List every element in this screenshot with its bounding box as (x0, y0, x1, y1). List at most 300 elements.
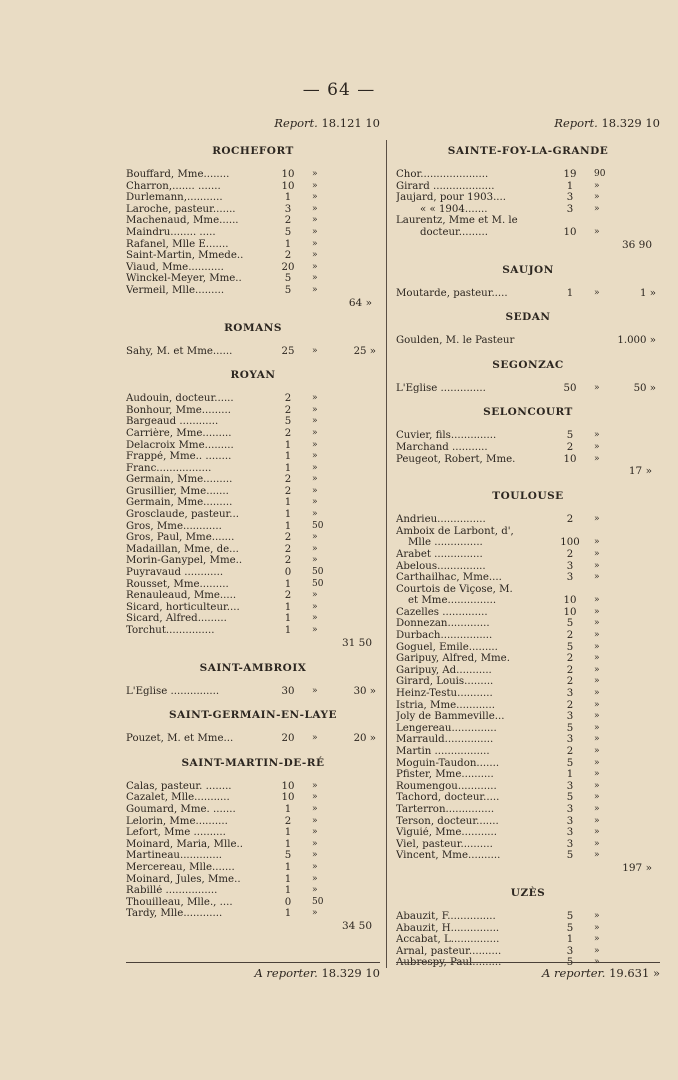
list-item (396, 335, 660, 347)
donor-name: Cuvier, fils.............. (396, 430, 497, 442)
section-subtotal (332, 579, 380, 591)
donor-name: Moinard, Jules, Mme.. (126, 873, 241, 885)
donor-amount (546, 335, 594, 347)
donor-amount: 2 (284, 555, 292, 567)
donor-cents: » (594, 653, 600, 664)
section-subtotal (332, 850, 380, 862)
donor-name: Rafanel, Mlle E....... (126, 238, 229, 250)
donor-amount: 1 (284, 885, 292, 897)
list-item (396, 923, 660, 935)
donor-cents: » (312, 815, 318, 826)
donor-cents: » (312, 169, 318, 179)
donor-name: Abauzit, H............... (396, 922, 500, 934)
section-subtotal (614, 934, 660, 946)
section-subtotal (332, 440, 380, 452)
donor-name: Andrieu............... (396, 514, 486, 526)
section-subtotal (614, 781, 660, 793)
donor-name: Jaujard, pour 1903.... (396, 192, 507, 204)
donor-name: Chor..................... (396, 169, 489, 180)
list-item (126, 792, 380, 804)
donor-name: Saint-Martin, Mmede.. (126, 250, 244, 262)
list-item (396, 781, 660, 793)
donor-name: Goulden, M. le Pasteur (396, 335, 515, 347)
donor-name: Franc................. (126, 462, 212, 474)
donor-name: Winckel-Meyer, Mme.. (126, 273, 242, 285)
list-item (396, 688, 660, 700)
list-item (396, 383, 660, 395)
donor-name: L'Église ............... (126, 685, 220, 697)
section-heading: ROYAN (230, 369, 276, 382)
donor-cents: » (594, 688, 600, 699)
section-subtotal (332, 215, 380, 227)
list-item (396, 723, 660, 735)
list-item (126, 567, 380, 579)
donor-cents: » (312, 685, 318, 696)
donor-name: Moguin-Taudon....... (396, 757, 500, 769)
donor-amount: 2 (284, 474, 292, 486)
section-subtotal: 1 » (640, 287, 656, 299)
list-item (396, 804, 660, 816)
list-item (126, 181, 380, 193)
list-item (396, 734, 660, 746)
donor-amount: 5 (284, 226, 292, 238)
donor-name: Mercereau, Mlle....... (126, 861, 235, 873)
section-subtotal (332, 897, 380, 909)
donor-amount: 5 (566, 792, 574, 804)
donor-amount: 1 (566, 287, 574, 299)
donor-name: Vermeil, Mlle......... (126, 284, 225, 296)
donor-cents: » (312, 908, 318, 919)
list-item (126, 862, 380, 874)
list-item (126, 555, 380, 567)
section-subtotal (614, 734, 660, 746)
donor-amount: 1 (284, 578, 292, 590)
list-item (126, 908, 380, 920)
report-value: 18.121 10 (321, 116, 380, 130)
section-subtotal (332, 192, 380, 204)
list-item (126, 239, 380, 251)
list-item (396, 169, 660, 181)
right-column (396, 116, 660, 969)
section-subtotal (614, 676, 660, 688)
donor-amount: 1 (284, 439, 292, 451)
donor-cents: » (594, 803, 600, 814)
donor-name: Machenaud, Mme...... (126, 215, 239, 227)
donor-amount: 19 (563, 169, 577, 180)
section-subtotal (614, 792, 660, 804)
donor-name: Lefort, Mme .......... (126, 827, 226, 839)
section-total: 17 » (628, 465, 652, 478)
donor-amount: 5 (566, 757, 574, 769)
donor-cents: » (312, 532, 318, 543)
donor-cents: » (312, 238, 318, 249)
donor-cents: » (594, 664, 600, 675)
donor-amount: 2 (284, 532, 292, 544)
sections (126, 145, 380, 933)
sections (396, 145, 660, 969)
list-item (126, 227, 380, 239)
list-item (126, 590, 380, 602)
section-subtotal (614, 769, 660, 781)
donor-cents: » (312, 543, 318, 554)
list-item (396, 561, 660, 573)
donor-cents: » (594, 838, 600, 849)
donor-cents: » (312, 261, 318, 272)
donor-name: Torchut............... (126, 625, 215, 636)
donor-cents: » (312, 733, 318, 744)
donor-name: Tarterron............... (396, 803, 495, 815)
donor-name: Marrauld............... (396, 734, 494, 746)
donor-cents: » (594, 382, 600, 393)
donor-cents: » (594, 595, 600, 606)
section-subtotal (614, 723, 660, 735)
donor-cents: 90 (594, 169, 606, 179)
list-item (126, 463, 380, 475)
section-subtotal (332, 816, 380, 828)
section-subtotal (332, 486, 380, 498)
list-item (396, 192, 660, 204)
donor-amount: 3 (566, 560, 574, 572)
section-heading: SEGONZAC (492, 358, 564, 371)
donor-cents: » (312, 416, 318, 427)
donor-amount: 1 (284, 908, 292, 920)
section-heading: UZÈS (510, 886, 546, 899)
list-item (126, 474, 380, 486)
section-heading: SELONCOURT (483, 406, 573, 419)
donor-cents: » (594, 922, 600, 933)
section-subtotal: 25 » (353, 345, 376, 357)
donor-cents: » (594, 203, 600, 214)
section-subtotal (614, 537, 660, 549)
donor-name: Donnezan............. (396, 618, 490, 630)
donor-amount: 1 (284, 613, 292, 625)
donor-cents: » (594, 910, 600, 921)
donor-amount: 1 (284, 601, 292, 613)
report-line (126, 116, 380, 133)
section-subtotal (332, 532, 380, 544)
donor-cents: » (594, 815, 600, 826)
list-item (126, 204, 380, 216)
donor-name: Durbach................ (396, 630, 493, 642)
donor-cents: » (312, 192, 318, 203)
donor-amount: 1 (284, 861, 292, 873)
list-item (396, 181, 660, 193)
donor-amount: 2 (284, 590, 292, 602)
list-item (396, 607, 660, 619)
section-subtotal (332, 239, 380, 251)
section-heading: TOULOUSE (492, 490, 564, 503)
donor-name: Terson, docteur....... (396, 815, 499, 827)
donor-cents: » (312, 439, 318, 450)
donor-name: Durlemann,........... (126, 192, 223, 204)
donor-name: Goumard, Mme. ....... (126, 803, 236, 815)
donor-name: Grosclaude, pasteur... (126, 509, 239, 521)
section-subtotal (614, 711, 660, 723)
section-subtotal (332, 567, 380, 579)
donor-name: Viguié, Mme........... (396, 827, 498, 839)
section-subtotal (332, 250, 380, 262)
donor-cents: » (312, 427, 318, 438)
section-subtotal (614, 630, 660, 642)
donor-amount: 5 (284, 850, 292, 862)
section-subtotal (332, 273, 380, 285)
donor-cents: » (594, 722, 600, 733)
donor-cents: » (312, 850, 318, 861)
donor-cents: 50 (312, 896, 324, 907)
donor-cents: » (594, 618, 600, 629)
donor-amount (546, 584, 594, 596)
donor-amount: 1 (284, 873, 292, 885)
donor-name: Girard, Louis......... (396, 676, 494, 688)
list-item (396, 665, 660, 677)
donor-amount: 3 (566, 815, 574, 827)
donor-cents: » (312, 203, 318, 214)
list-item (396, 711, 660, 723)
donor-cents: » (594, 711, 600, 722)
list-item (126, 497, 380, 509)
list-item (126, 850, 380, 862)
donor-amount: 3 (566, 572, 574, 584)
list-item (396, 850, 660, 862)
donor-name: Carthailhac, Mme.... (396, 572, 502, 584)
donor-cents: 50 (312, 578, 324, 589)
donor-name: Pfister, Mme.......... (396, 769, 494, 781)
list-item (126, 686, 380, 698)
donor-name: Tardy, Mlle............ (126, 908, 223, 920)
footer-value: 18.329 10 (321, 966, 380, 980)
left-footer (126, 962, 380, 980)
section-subtotal (614, 430, 660, 442)
donor-cents: » (312, 497, 318, 508)
section-subtotal (614, 514, 660, 526)
list-item (126, 192, 380, 204)
donor-cents: » (312, 792, 318, 803)
donor-amount: 1 (284, 451, 292, 463)
donor-cents: » (594, 192, 600, 203)
donor-amount: 3 (566, 688, 574, 700)
donor-cents: » (594, 676, 600, 687)
donor-cents: » (312, 215, 318, 226)
donor-cents (594, 526, 614, 538)
section-subtotal (614, 204, 660, 216)
donor-cents: » (312, 345, 318, 356)
donor-cents: » (312, 861, 318, 872)
donor-name: Girard ................... (396, 180, 495, 192)
section-subtotal (614, 215, 660, 227)
donor-cents: » (594, 514, 600, 525)
donor-amount: 1 (284, 497, 292, 509)
list-item (126, 250, 380, 262)
donor-name: Germain, Mme......... (126, 474, 233, 486)
section-subtotal (614, 607, 660, 619)
section-total: 64 » (348, 296, 372, 309)
section-subtotal (332, 204, 380, 216)
donor-amount: 2 (284, 543, 292, 555)
donor-name: Thouilleau, Mlle., .... (126, 896, 233, 908)
donor-cents: » (594, 441, 600, 452)
section-left-3 (126, 662, 380, 698)
section-subtotal (614, 192, 660, 204)
page-number: — 64 — (302, 80, 376, 100)
donor-amount: 5 (284, 273, 292, 285)
donor-cents: » (312, 284, 318, 295)
list-item (126, 827, 380, 839)
list-item (126, 262, 380, 274)
section-left-0 (126, 145, 380, 310)
report-line (396, 116, 660, 133)
donor-name: Viel, pasteur.......... (396, 838, 493, 850)
donor-name: Roumengou............ (396, 780, 497, 792)
donor-cents: » (312, 827, 318, 838)
donor-cents: » (312, 885, 318, 896)
donor-cents (594, 584, 614, 596)
donor-amount: 1 (284, 520, 292, 532)
section-subtotal (614, 746, 660, 758)
donor-name: Sicard, horticulteur.... (126, 601, 240, 613)
donor-amount: 3 (566, 780, 574, 792)
donor-cents: » (312, 273, 318, 284)
section-subtotal (332, 555, 380, 567)
section-subtotal (614, 442, 660, 454)
list-item (126, 897, 380, 909)
section-subtotal: 50 » (633, 382, 656, 394)
donor-amount: 5 (566, 641, 574, 653)
right-footer (396, 962, 660, 980)
donor-amount: 5 (284, 284, 292, 296)
footer-label: A reporter. (542, 966, 606, 980)
footer-label: A reporter. (254, 966, 318, 980)
list-item (126, 521, 380, 533)
list-item (126, 781, 380, 793)
donor-amount: 1 (284, 238, 292, 250)
donor-amount: 1 (284, 803, 292, 815)
list-item (126, 416, 380, 428)
section-subtotal (614, 572, 660, 584)
section-right-2 (396, 311, 660, 347)
donor-amount: 1 (566, 180, 574, 192)
section-right-4 (396, 406, 660, 478)
donor-name: Moinard, Maria, Mlle.. (126, 838, 243, 850)
section-subtotal (614, 454, 660, 466)
donor-cents: » (312, 625, 318, 635)
section-subtotal (614, 584, 660, 596)
list-item (396, 572, 660, 584)
donor-amount: 5 (566, 722, 574, 734)
list-item (396, 676, 660, 688)
donor-cents: » (312, 451, 318, 462)
donor-amount: 10 (281, 792, 295, 804)
donor-cents: » (594, 934, 600, 945)
section-subtotal: 20 » (353, 733, 376, 745)
report-value: 18.329 10 (601, 116, 660, 130)
donor-amount: 5 (566, 957, 574, 969)
section-subtotal (614, 911, 660, 923)
donor-amount: 3 (284, 203, 292, 215)
donor-amount: 1 (566, 769, 574, 781)
donor-amount: 2 (284, 427, 292, 439)
donor-amount (546, 526, 594, 538)
donor-amount: 5 (566, 430, 574, 442)
donor-amount: 50 (563, 382, 577, 394)
list-item (396, 946, 660, 958)
donor-cents: » (312, 393, 318, 404)
donor-name: Arnal, pasteur.......... (396, 945, 502, 957)
donor-name: Gros, Mme............ (126, 520, 222, 532)
section-subtotal (614, 946, 660, 958)
donor-amount: 5 (566, 850, 574, 862)
donor-cents: » (594, 734, 600, 745)
donor-name: Laroche, pasteur....... (126, 203, 236, 215)
donor-name: L'Église .............. (396, 382, 486, 394)
list-item (396, 911, 660, 923)
section-subtotal (332, 474, 380, 486)
list-item (396, 839, 660, 851)
section-heading: ROMANS (224, 321, 282, 334)
section-right-1 (396, 264, 660, 300)
donor-amount: 2 (566, 664, 574, 676)
list-item (396, 549, 660, 561)
section-total: 34 50 (341, 919, 372, 932)
donor-name: Mlle ............... (408, 537, 483, 549)
donor-name: Lelorin, Mme.......... (126, 815, 228, 827)
section-subtotal (614, 758, 660, 770)
section-total: 197 » (622, 861, 652, 874)
list-item (396, 204, 660, 216)
list-item (126, 816, 380, 828)
section-subtotal (332, 169, 380, 181)
donor-name: Bouffard, Mme........ (126, 169, 230, 180)
donor-cents: » (594, 226, 600, 237)
report-label: Report. (554, 116, 598, 130)
list-item (396, 769, 660, 781)
list-item (396, 618, 660, 630)
donor-amount: 3 (566, 827, 574, 839)
section-subtotal (332, 521, 380, 533)
donor-name: Renauleaud, Mme..... (126, 590, 237, 602)
list-item (396, 288, 660, 300)
donor-amount: 10 (281, 780, 295, 792)
donor-amount: 2 (284, 250, 292, 262)
donor-amount: 0 (284, 896, 292, 908)
donor-amount: 3 (566, 203, 574, 215)
donor-cents: » (312, 803, 318, 814)
donor-amount: 2 (566, 630, 574, 642)
list-item (126, 393, 380, 405)
section-subtotal (332, 804, 380, 816)
donor-name: Viaud, Mme........... (126, 261, 224, 273)
donor-cents (594, 215, 614, 227)
list-item (126, 544, 380, 556)
section-subtotal (332, 451, 380, 463)
list-item (126, 532, 380, 544)
report-label: Report. (274, 116, 318, 130)
left-column (126, 116, 380, 933)
donor-cents: » (312, 601, 318, 612)
donor-name: Arabet ............... (396, 548, 483, 560)
donor-name: Accabat, L............... (396, 934, 500, 946)
donor-cents: » (594, 453, 600, 464)
donor-name: Tachord, docteur..... (396, 792, 500, 804)
section-subtotal (332, 839, 380, 851)
donor-name: Cazelles .............. (396, 606, 488, 618)
section-subtotal (332, 792, 380, 804)
section-heading: ROCHEFORT (212, 145, 294, 157)
donor-name: Carrière, Mme......... (126, 427, 232, 439)
donor-amount: 2 (284, 215, 292, 227)
donor-name: Gros, Paul, Mme....... (126, 532, 235, 544)
list-item (396, 816, 660, 828)
list-item (396, 827, 660, 839)
